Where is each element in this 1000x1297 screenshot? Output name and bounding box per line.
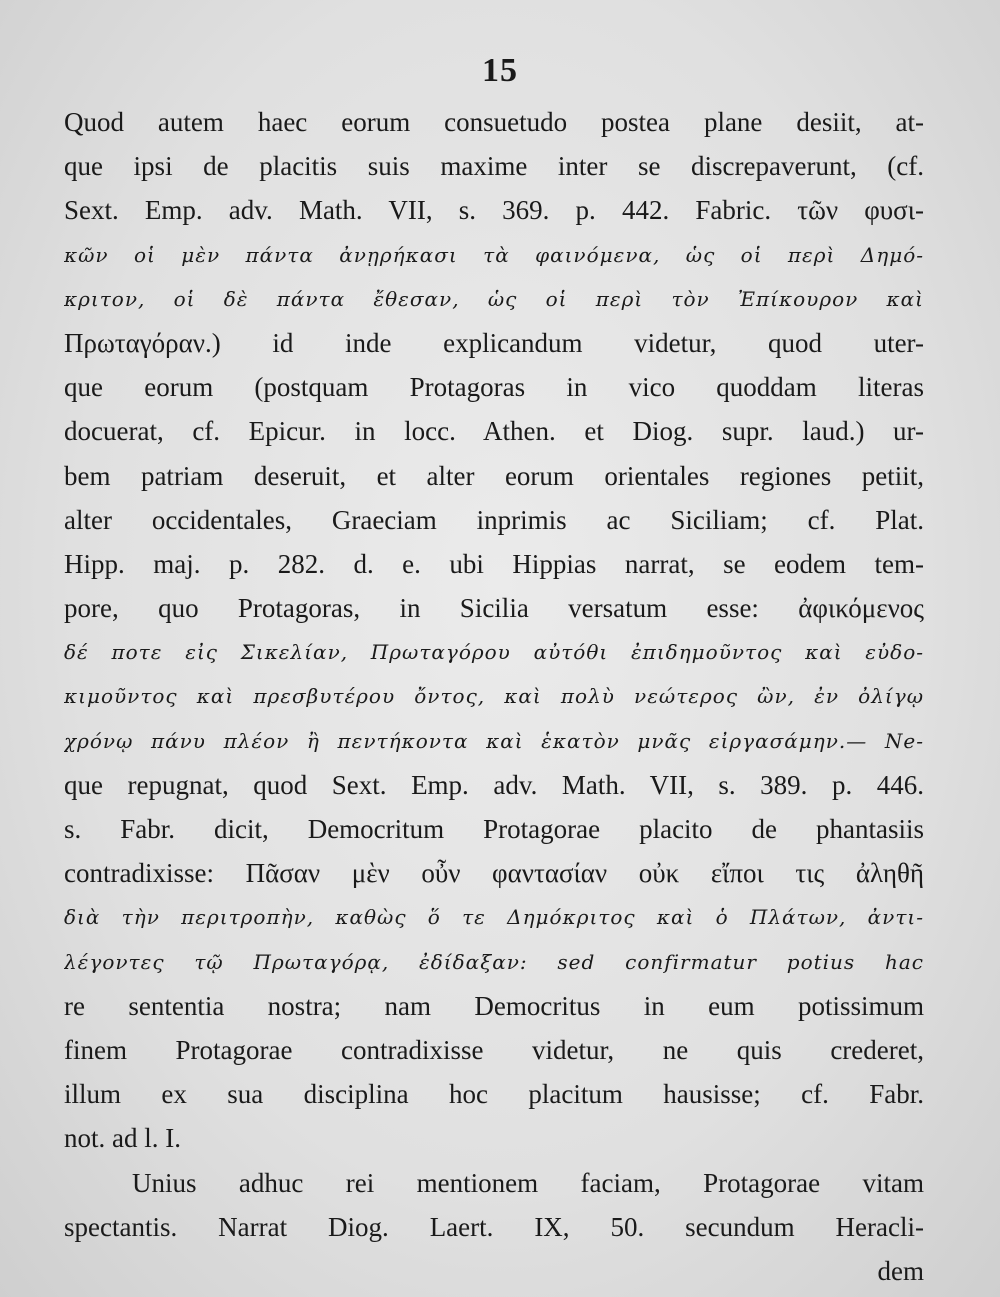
- text-line: pore, quo Protagoras, in Sicilia versatum esse: ἀφικόμενος: [64, 593, 924, 624]
- text-line: κιμοῦντος καὶ πρεσβυτέρου ὄντος, καὶ πολὺ νεώτερος ὢν, ἐν ὀλίγῳ: [64, 684, 924, 709]
- text-line: κῶν οἱ μὲν πάντα ἀνῃρήκασι τὰ φαινόμενα, ὡς οἱ περὶ Δημό-: [64, 242, 924, 267]
- text-line: spectantis. Narrat Diog. Laert. IX, 50. secundum Heracli-: [64, 1211, 924, 1242]
- text-line: que ipsi de placitis suis maxime inter se discrepaverunt, (cf.: [64, 151, 924, 182]
- text-line: Hipp. maj. p. 282. d. e. ubi Hippias narrat, se eodem tem-: [64, 548, 924, 579]
- body-text: [64, 100, 924, 1293]
- text-line: Quod autem haec eorum consuetudo postea plane desiit, at-: [64, 107, 924, 137]
- page-number: 15: [482, 52, 518, 89]
- text-line: Sext. Emp. adv. Math. VII, s. 369. p. 442. Fabric. τῶν φυσι-: [64, 195, 924, 226]
- text-line: δέ ποτε εἰς Σικελίαν, Πρωταγόρου αὐτόθι ἐπιδημοῦντος καὶ εὐδο-: [64, 640, 924, 665]
- text-line: Unius adhuc rei mentionem faciam, Protagorae vitam: [132, 1167, 924, 1198]
- text-line: illum ex sua disciplina hoc placitum hausisse; cf. Fabr.: [64, 1079, 924, 1110]
- text-line: dem: [877, 1255, 924, 1286]
- text-line: finem Protagorae contradixisse videtur, ne quis crederet,: [64, 1034, 924, 1065]
- text-line: docuerat, cf. Epicur. in locc. Athen. et Diog. supr. laud.) ur-: [64, 416, 924, 447]
- text-line: not. ad l. I.: [64, 1123, 181, 1154]
- text-line: s. Fabr. dicit, Democritum Protagorae placito de phantasiis: [64, 814, 924, 844]
- text-line: χρόνῳ πάνυ πλέον ἢ πεντήκοντα καὶ ἑκατὸν μνᾶς εἰργασάμην.— Ne-: [64, 728, 924, 753]
- text-line: διὰ τὴν περιτροπὴν, καθὼς ὅ τε Δημόκριτος καὶ ὁ Πλάτων, ἀντι-: [64, 905, 924, 930]
- text-line: que repugnat, quod Sext. Emp. adv. Math. VII, s. 389. p. 446.: [64, 769, 924, 800]
- text-line: λέγοντες τῷ Πρωταγόρᾳ, ἐδίδαξαν: sed confirmatur potius hac: [64, 949, 924, 974]
- text-line: contradixisse: Πᾶσαν μὲν οὖν φαντασίαν οὐκ εἴποι τις ἀληθῆ: [64, 858, 924, 889]
- text-line: re sententia nostra; nam Democritus in eum potissimum: [64, 990, 924, 1021]
- text-line: Πρωταγόραν.) id inde explicandum videtur, quod uter-: [64, 327, 924, 358]
- text-line: bem patriam deseruit, et alter eorum orientales regiones petiit,: [64, 460, 924, 491]
- text-line: que eorum (postquam Protagoras in vico quoddam literas: [64, 372, 924, 403]
- text-line: κριτον, οἱ δὲ πάντα ἔθεσαν, ὡς οἱ περὶ τὸν Ἐπίκουρον καὶ: [64, 286, 924, 311]
- text-line: alter occidentales, Graeciam inprimis ac Siciliam; cf. Plat.: [64, 504, 924, 535]
